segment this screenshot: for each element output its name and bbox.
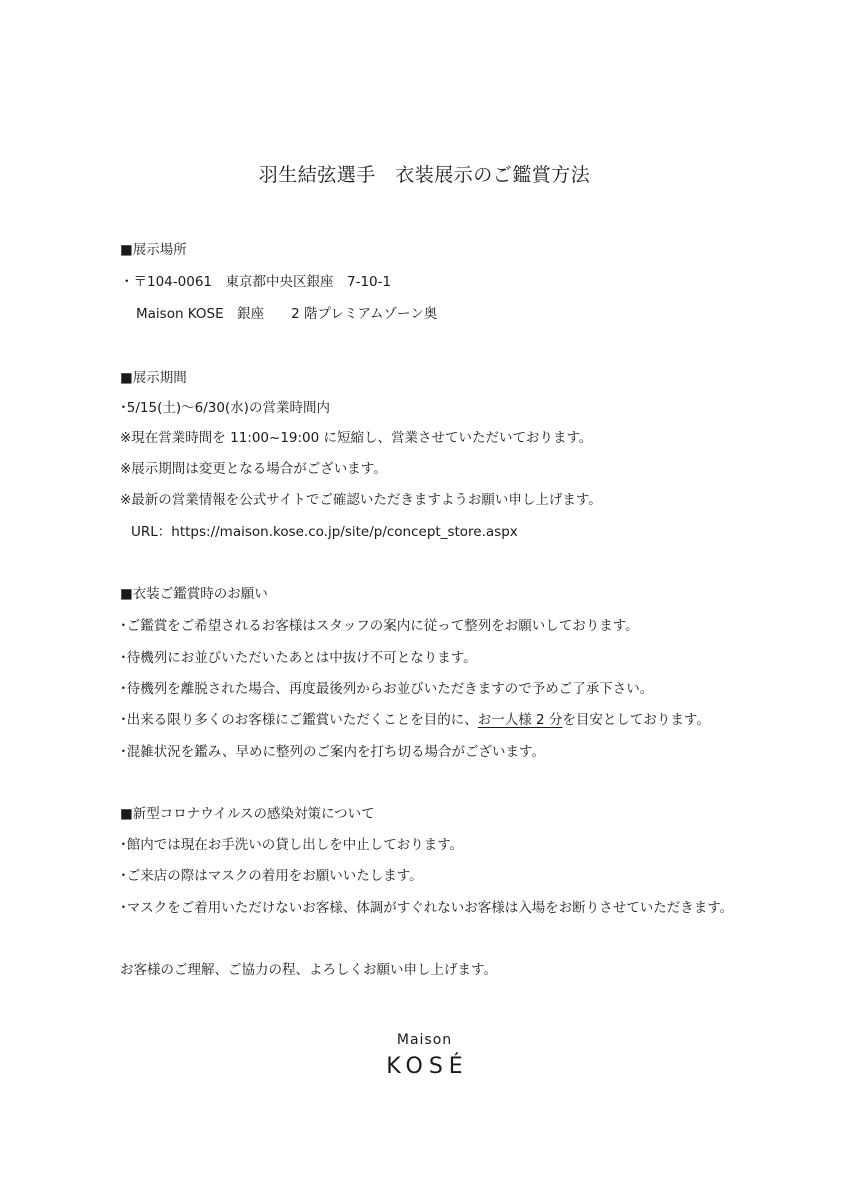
list-item [120,710,710,730]
period-note: ※現在営業時間を 11:00~19:00 に短縮し、営業させていただいております。 [120,430,593,446]
period-note: ※最新の営業情報を公式サイトでご確認いただきますようお願い申し上げます。 [120,492,602,508]
list-item: ･待機列にお並びいただいたあとは中抜け不可となります。 [120,650,477,666]
section-heading-period: ■展示期間 [120,370,187,386]
list-item: ･ご来店の際はマスクの着用をお願いいたします。 [120,868,423,884]
time-limit-text: お一人様 2 分 [477,712,563,728]
list-item: ･ご鑑賞をご希望されるお客様はスタッフの案内に従って整列をお願いしております。 [120,618,639,634]
list-item-text: を目安としております。 [562,712,710,728]
period-note: ※展示期間は変更となる場合がございます。 [120,461,387,477]
page-title: 羽生結弦選手 衣装展示のご鑑賞方法 [258,164,591,186]
logo-maison-text: Maison [396,1032,453,1048]
list-item: ･混雑状況を鑑み、早めに整列のご案内を打ち切る場合がございます。 [120,744,545,760]
official-site-url[interactable]: URL：https://maison.kose.co.jp/site/p/concept_store.aspx [131,524,518,540]
list-item-text: ･出来る限り多くのお客様にご鑑賞いただくことを目的に、 [120,712,478,728]
logo-kose-text: KOSÉ [386,1054,469,1079]
list-item: ･マスクをご着用いただけないお客様、体調がすぐれないお客様は入場をお断りさせていただきます。 [120,900,734,916]
period-dates: ･5/15(土)～6/30(水)の営業時間内 [120,400,330,416]
address-line: ・〒104-0061 東京都中央区銀座 7-10-1 [120,274,392,290]
section-heading-covid: ■新型コロナウイルスの感染対策について [120,806,375,822]
closing-message: お客様のご理解、ご協力の程、よろしくお願い申し上げます。 [120,962,497,978]
section-heading-location: ■展示場所 [120,242,187,258]
list-item: ･待機列を離脱された場合、再度最後列からお並びいただきますので予めご了承下さい。 [120,681,654,697]
building-line: Maison KOSE 銀座 2 階プレミアムゾーン奥 [136,306,438,322]
section-heading-requests: ■衣装ご鑑賞時のお願い [120,586,268,602]
list-item: ･館内では現在お手洗いの貸し出しを中止しております。 [120,837,464,853]
